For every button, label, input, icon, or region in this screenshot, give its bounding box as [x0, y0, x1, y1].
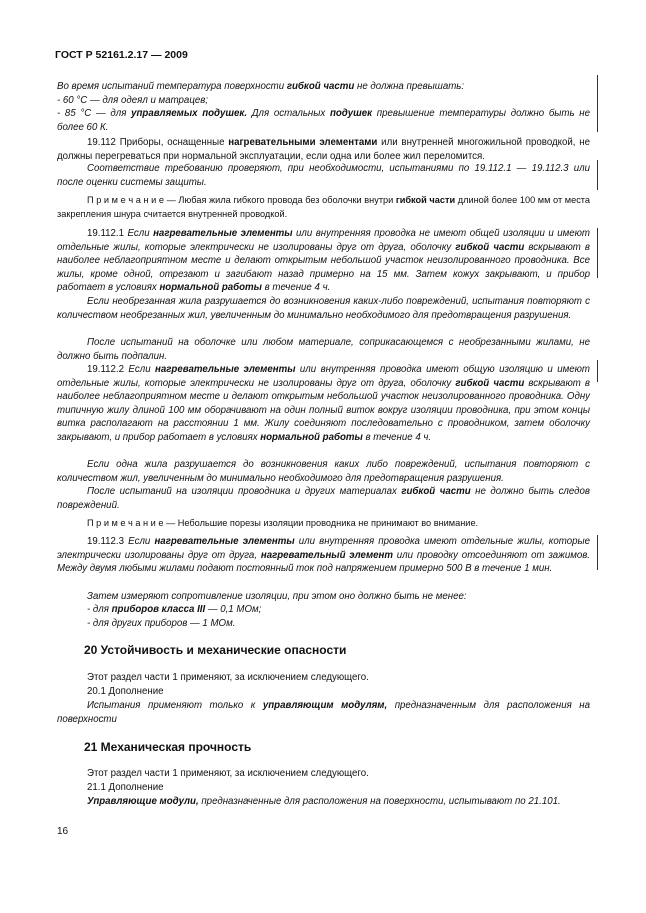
- document-header: ГОСТ Р 52161.2.17 — 2009: [55, 49, 188, 61]
- note-2: П р и м е ч а н и е — Небольшие порезы изоляции проводника не принимают во внимание.: [87, 518, 479, 528]
- clause-19-112-3-class3: - для приборов класса III — 0,1 МОм;: [87, 604, 262, 615]
- clause-19-112-3-measure: Затем измеряют сопротивление изоляции, при этом оно должно быть не менее:: [87, 591, 467, 602]
- section-20-title: 20 Устойчивость и механические опасности: [84, 643, 347, 657]
- page-number: 16: [57, 826, 69, 837]
- section-20-intro: Этот раздел части 1 применяют, за исключением следующего.: [87, 672, 369, 683]
- clause-19-112: 19.112 Приборы, оснащенные нагревательными элементами или внутренней многожильной проводкой, не должны перегреваться при нормальной эксплуатации, если одна или более жил переломится.: [57, 137, 591, 162]
- clause-19-112-2-retry: Если одна жила разрушается до возникновения каких либо повреждений, испытания повторяют с количеством жил, увеличенным до минимально необходимого для предотвращения разрушения.: [57, 459, 590, 484]
- clause-19-112-1-retry: Если необрезанная жила разрушается до возникновения каких-либо повреждений, испытания повторяют с количеством необрезанных жил, увеличенным до минимально необходимого для предотвращения разрушения.: [57, 296, 590, 321]
- clause-19-112-compliance: Соответствие требованию проверяют, при необходимости, испытаниями по 19.112.1 — 19.112.3 или после оценки системы защиты.: [57, 163, 590, 188]
- clause-19-112-2-result: После испытаний на изоляции проводника и других материалах гибкой части не должно быть следов повреждений.: [57, 486, 590, 511]
- change-bar: [597, 160, 598, 190]
- change-bar: [597, 535, 598, 570]
- section-21-intro: Этот раздел части 1 применяют, за исключением следующего.: [87, 768, 369, 779]
- section-21-1-text: Управляющие модули, предназначенные для расположения на поверхности, испытывают по 21.101.: [87, 796, 561, 807]
- clause-19-112-2: 19.112.2 Если нагревательные элементы или внутренняя проводка имеют общую изоляцию и имеют отдельные жилы, которые электрически не изолированы друг от друга, оболочку гибкой части вскрывают в наиболее неблагоприятном месте и делают открытым небольшой участок неизолированного проводника. Одну типичную жилу длиной 100 мм оборачивают на один полный виток вокруг изоляции проводника, при этом концы витка располагают на расстоянии 1 мм. Жилу соединяют последовательно с проводником, затем оболочку закрывают, и прибор работает в условиях нормальной работы в течение 4 ч.: [57, 364, 590, 443]
- section-20-1-heading: 20.1 Дополнение: [87, 686, 164, 697]
- section-21-title: 21 Механическая прочность: [84, 740, 252, 754]
- change-bar: [597, 360, 598, 382]
- clause-19-112-3: 19.112.3 Если нагревательные элементы или внутренняя проводка имеют отдельные жилы, которые электрически изолированы друг от друга, нагревательный элемент или проводку отсоединяют от зажимов. Между двумя любыми жилами подают постоянный ток под напряжением примерно 500 В в течение 1 мин.: [57, 536, 590, 575]
- clause-19-112-1-result: После испытаний на оболочке или любом материале, соприкасающемся с необрезанными жилами, не должно быть подпалин.: [57, 337, 590, 362]
- change-bar: [597, 75, 598, 132]
- note-1: П р и м е ч а н и е — Любая жила гибкого провода без оболочки внутри гибкой части длиной более 100 мм от места закрепления шнура считается внутренней проводкой.: [57, 195, 590, 219]
- section-20-1-text: Испытания применяют только к управляющим модулям, предназначенным для расположения на поверхности: [57, 700, 591, 725]
- section-21-1-heading: 21.1 Дополнение: [87, 782, 164, 793]
- change-bar: [597, 228, 598, 278]
- clause-19-112-3-other: - для других приборов — 1 МОм.: [87, 618, 236, 629]
- temperature-paragraph: Во время испытаний температура поверхности гибкой части не должна превышать: - 60 °С — для одеял и матрацев; - 85 °С — для управляемых подушек. Для остальных подушек превышение температуры должно быть не более 60 К.: [57, 81, 590, 133]
- clause-19-112-1: 19.112.1 Если нагревательные элементы или внутренняя проводка не имеют общей изоляции и имеют отдельные жилы, которые электрически не изолированы друг от друга, оболочку гибкой части вскрывают в наиболее неблагоприятном месте и делают открытым небольшой участок неизолированного проводника. Все жилы, кроме одной, отрезают и загибают назад примерно на 15 мм. Затем кожух закрывают, и прибор работает в условиях нормальной работы в течение 4 ч.: [57, 228, 590, 294]
